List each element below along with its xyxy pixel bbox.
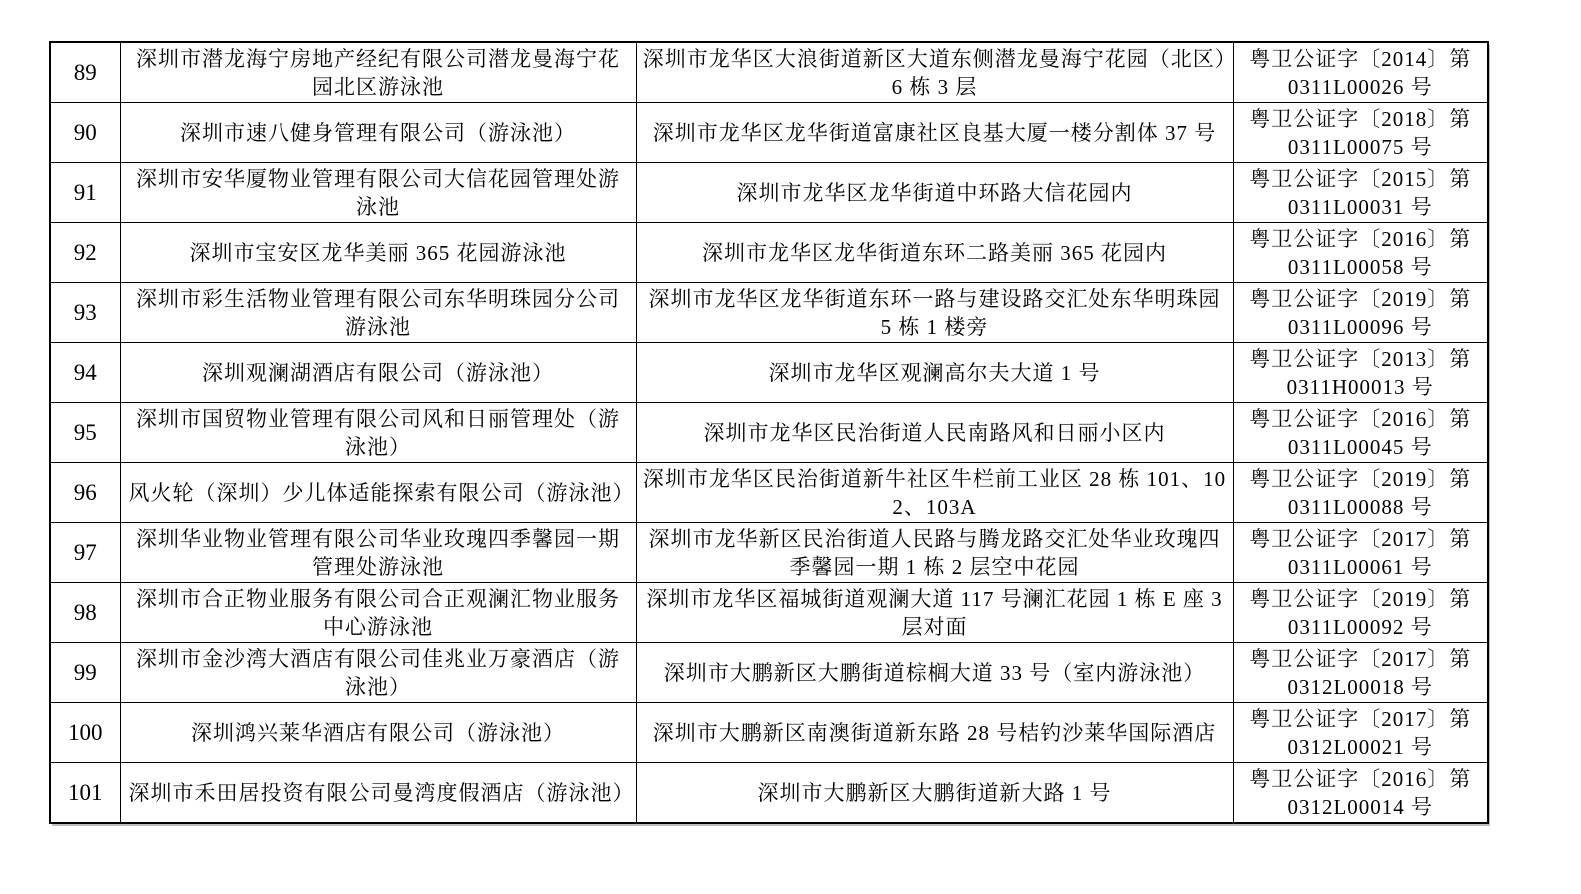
license-line-2: 0311L00092 号 bbox=[1287, 614, 1433, 639]
license-number-cell bbox=[1233, 163, 1488, 223]
table-row bbox=[50, 343, 1488, 403]
license-line-2: 0311H00013 号 bbox=[1286, 374, 1434, 399]
license-number-cell bbox=[1233, 42, 1488, 103]
row-number-cell: 98 bbox=[50, 583, 120, 643]
table-row bbox=[50, 583, 1488, 643]
row-number-cell: 94 bbox=[50, 343, 120, 403]
license-line-1: 粤卫公证字〔2019〕第 bbox=[1249, 286, 1472, 311]
license-line-1: 粤卫公证字〔2013〕第 bbox=[1249, 346, 1472, 371]
license-line-1: 粤卫公证字〔2016〕第 bbox=[1249, 226, 1472, 251]
table-row bbox=[50, 223, 1488, 283]
address-cell: 深圳市龙华区龙华街道富康社区良基大厦一楼分割体 37 号 bbox=[636, 103, 1233, 163]
address-cell: 深圳市大鹏新区大鹏街道新大路 1 号 bbox=[636, 763, 1233, 824]
pool-license-table bbox=[49, 41, 1489, 824]
license-line-2: 0311L00026 号 bbox=[1287, 74, 1433, 99]
row-number-cell: 89 bbox=[50, 42, 120, 103]
row-number-cell: 95 bbox=[50, 403, 120, 463]
table-row bbox=[50, 403, 1488, 463]
license-line-2: 0312L00018 号 bbox=[1287, 674, 1434, 699]
address-cell: 深圳市龙华区龙华街道东环一路与建设路交汇处东华明珠园 5 栋 1 楼旁 bbox=[636, 283, 1233, 343]
license-line-1: 粤卫公证字〔2019〕第 bbox=[1249, 466, 1472, 491]
row-number-cell: 93 bbox=[50, 283, 120, 343]
row-number-cell: 100 bbox=[50, 703, 120, 763]
row-number-cell: 97 bbox=[50, 523, 120, 583]
table-row bbox=[50, 703, 1488, 763]
license-line-1: 粤卫公证字〔2015〕第 bbox=[1249, 166, 1472, 191]
address-cell: 深圳市龙华区民治街道人民南路风和日丽小区内 bbox=[636, 403, 1233, 463]
license-number-cell bbox=[1233, 343, 1488, 403]
table-row bbox=[50, 42, 1488, 103]
company-name-cell: 深圳市合正物业服务有限公司合正观澜汇物业服务中心游泳池 bbox=[120, 583, 636, 643]
table-row bbox=[50, 103, 1488, 163]
license-line-2: 0311L00061 号 bbox=[1287, 554, 1433, 579]
row-number-cell: 101 bbox=[50, 763, 120, 824]
address-cell: 深圳市大鹏新区南澳街道新东路 28 号桔钓沙莱华国际酒店 bbox=[636, 703, 1233, 763]
license-line-1: 粤卫公证字〔2017〕第 bbox=[1249, 706, 1472, 731]
license-line-1: 粤卫公证字〔2018〕第 bbox=[1249, 106, 1472, 131]
table-row bbox=[50, 763, 1488, 824]
table-row bbox=[50, 463, 1488, 523]
row-number-cell: 92 bbox=[50, 223, 120, 283]
address-cell: 深圳市龙华区龙华街道中环路大信花园内 bbox=[636, 163, 1233, 223]
license-line-2: 0311L00045 号 bbox=[1287, 434, 1433, 459]
company-name-cell: 深圳市彩生活物业管理有限公司东华明珠园分公司游泳池 bbox=[120, 283, 636, 343]
license-number-cell bbox=[1233, 283, 1488, 343]
company-name-cell: 深圳市金沙湾大酒店有限公司佳兆业万豪酒店（游泳池） bbox=[120, 643, 636, 703]
address-cell: 深圳市龙华区民治街道新牛社区牛栏前工业区 28 栋 101、102、103A bbox=[636, 463, 1233, 523]
company-name-cell: 深圳华业物业管理有限公司华业玫瑰四季馨园一期管理处游泳池 bbox=[120, 523, 636, 583]
row-number-cell: 91 bbox=[50, 163, 120, 223]
table-row bbox=[50, 163, 1488, 223]
company-name-cell: 风火轮（深圳）少儿体适能探索有限公司（游泳池） bbox=[120, 463, 636, 523]
address-cell: 深圳市龙华区观澜高尔夫大道 1 号 bbox=[636, 343, 1233, 403]
pool-license-table-body bbox=[50, 42, 1488, 823]
license-line-2: 0312L00021 号 bbox=[1287, 734, 1434, 759]
table-row bbox=[50, 523, 1488, 583]
license-line-1: 粤卫公证字〔2016〕第 bbox=[1249, 766, 1472, 791]
license-line-1: 粤卫公证字〔2016〕第 bbox=[1249, 406, 1472, 431]
company-name-cell: 深圳市国贸物业管理有限公司风和日丽管理处（游泳池） bbox=[120, 403, 636, 463]
address-cell: 深圳市龙华区龙华街道东环二路美丽 365 花园内 bbox=[636, 223, 1233, 283]
company-name-cell: 深圳市速八健身管理有限公司（游泳池） bbox=[120, 103, 636, 163]
company-name-cell: 深圳市安华厦物业管理有限公司大信花园管理处游泳池 bbox=[120, 163, 636, 223]
license-number-cell bbox=[1233, 643, 1488, 703]
company-name-cell: 深圳市潜龙海宁房地产经纪有限公司潜龙曼海宁花园北区游泳池 bbox=[120, 42, 636, 103]
license-line-2: 0311L00088 号 bbox=[1287, 494, 1433, 519]
license-line-2: 0311L00058 号 bbox=[1287, 254, 1433, 279]
license-number-cell bbox=[1233, 763, 1488, 824]
license-line-1: 粤卫公证字〔2014〕第 bbox=[1249, 46, 1472, 71]
license-line-1: 粤卫公证字〔2017〕第 bbox=[1249, 646, 1472, 671]
license-number-cell bbox=[1233, 223, 1488, 283]
license-number-cell bbox=[1233, 463, 1488, 523]
license-line-2: 0312L00014 号 bbox=[1287, 794, 1434, 819]
row-number-cell: 96 bbox=[50, 463, 120, 523]
table-row bbox=[50, 283, 1488, 343]
license-number-cell bbox=[1233, 703, 1488, 763]
company-name-cell: 深圳鸿兴莱华酒店有限公司（游泳池） bbox=[120, 703, 636, 763]
license-number-cell bbox=[1233, 103, 1488, 163]
address-cell: 深圳市龙华区大浪街道新区大道东侧潜龙曼海宁花园（北区）6 栋 3 层 bbox=[636, 42, 1233, 103]
row-number-cell: 99 bbox=[50, 643, 120, 703]
license-number-cell bbox=[1233, 583, 1488, 643]
company-name-cell: 深圳市宝安区龙华美丽 365 花园游泳池 bbox=[120, 223, 636, 283]
license-number-cell bbox=[1233, 523, 1488, 583]
address-cell: 深圳市大鹏新区大鹏街道棕榈大道 33 号（室内游泳池） bbox=[636, 643, 1233, 703]
row-number-cell: 90 bbox=[50, 103, 120, 163]
license-line-2: 0311L00075 号 bbox=[1287, 134, 1433, 159]
address-cell: 深圳市龙华新区民治街道人民路与腾龙路交汇处华业玫瑰四季馨园一期 1 栋 2 层空中花园 bbox=[636, 523, 1233, 583]
address-cell: 深圳市龙华区福城街道观澜大道 117 号澜汇花园 1 栋 E 座 3 层对面 bbox=[636, 583, 1233, 643]
license-line-2: 0311L00031 号 bbox=[1287, 194, 1433, 219]
license-line-1: 粤卫公证字〔2019〕第 bbox=[1249, 586, 1472, 611]
table-row bbox=[50, 643, 1488, 703]
license-line-1: 粤卫公证字〔2017〕第 bbox=[1249, 526, 1472, 551]
license-line-2: 0311L00096 号 bbox=[1287, 314, 1433, 339]
license-number-cell bbox=[1233, 403, 1488, 463]
company-name-cell: 深圳观澜湖酒店有限公司（游泳池） bbox=[120, 343, 636, 403]
company-name-cell: 深圳市禾田居投资有限公司曼湾度假酒店（游泳池） bbox=[120, 763, 636, 824]
